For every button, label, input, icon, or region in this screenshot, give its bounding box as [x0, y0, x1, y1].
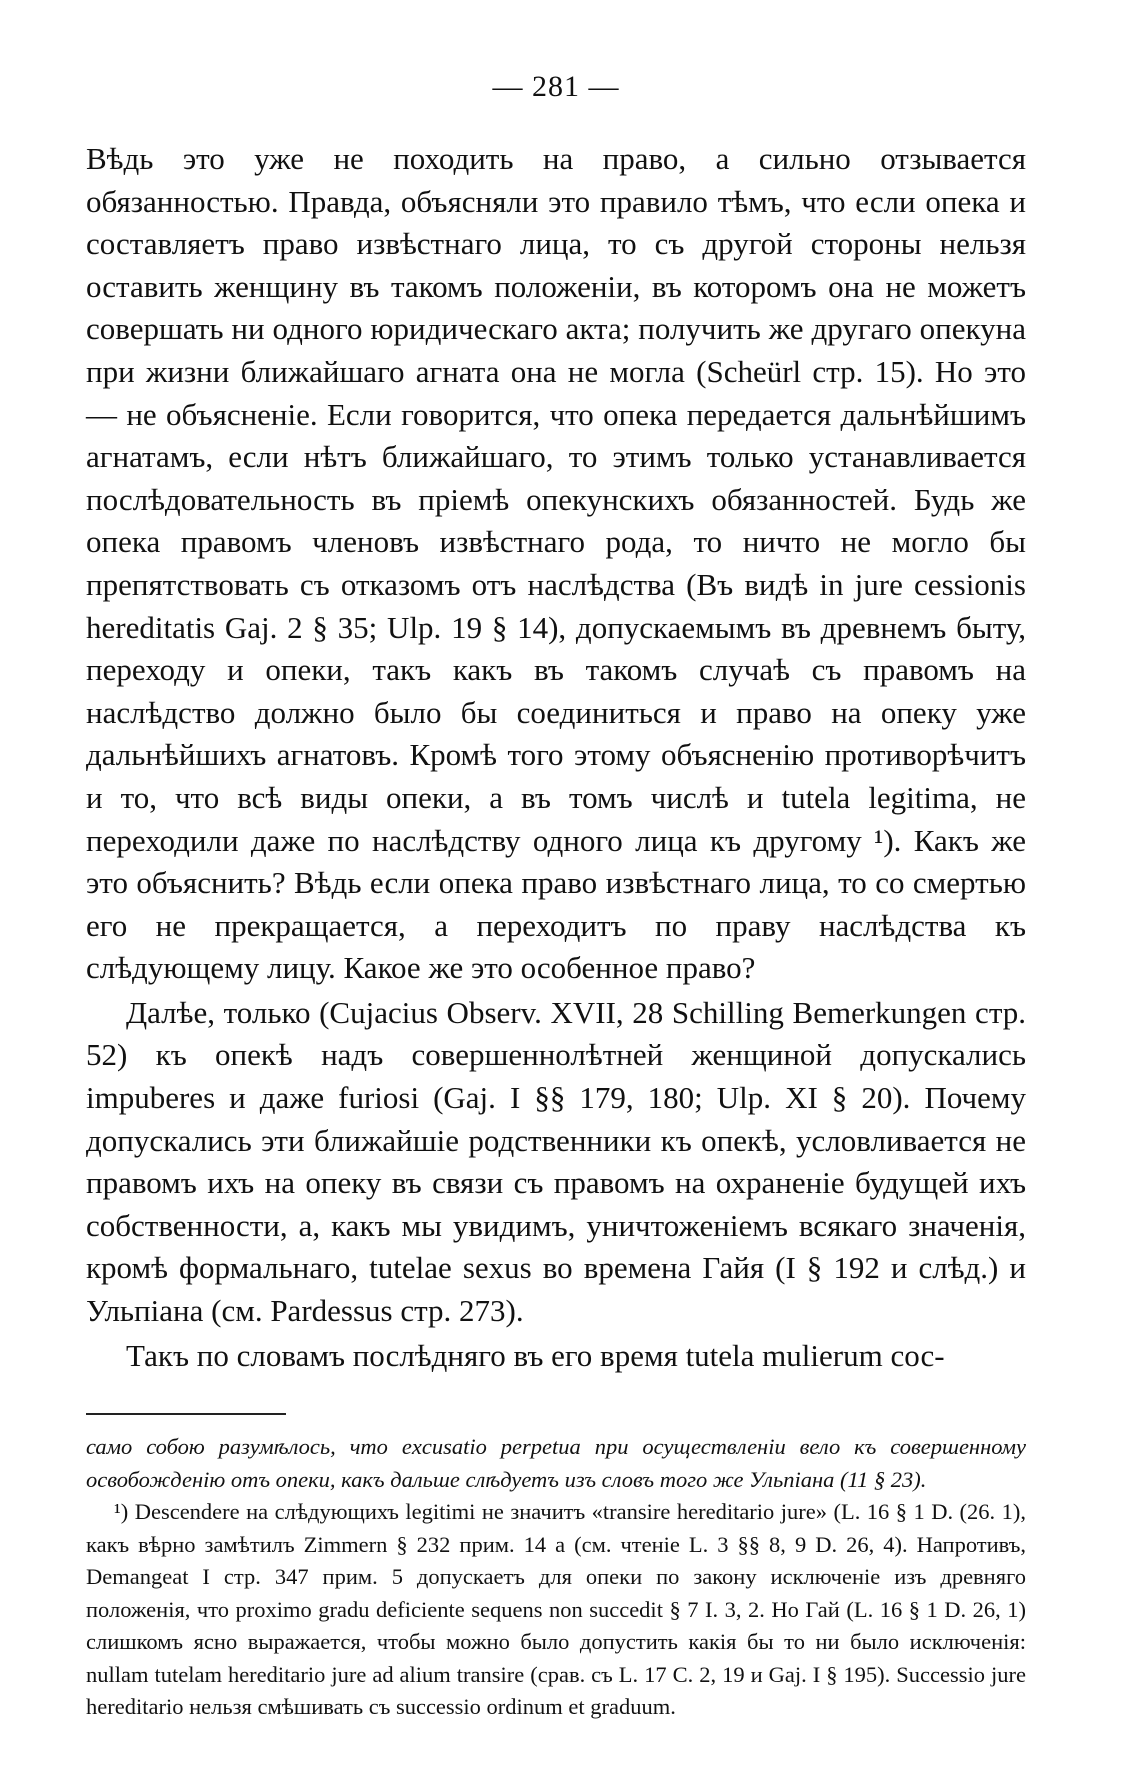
- footnote-separator: [86, 1413, 286, 1415]
- page-number: — 281 —: [492, 70, 620, 103]
- paragraph: Далѣе, только (Cujacius Observ. XVII, 28 Schilling Bemerkungen стр. 52) къ опекѣ надъ совершеннолѣтней женщиной допускались impuberes и даже furiosi (Gaj. I §§ 179, 180; Ulp. XI § 20). Почему допускались эти ближайшіе родственники къ опекѣ, условливается не правомъ ихъ на опеку въ связи съ правомъ на охраненіе будущей ихъ собственности, а, какъ мы увидимъ, уничтоженіемъ всякаго значенія, кромѣ формальнаго, tutelae sexus во времена Гайя (I § 192 и слѣд.) и Ульпіана (см. Pardessus стр. 273).: [86, 994, 1026, 1329]
- paragraph: Такъ по словамъ послѣдняго въ его время tutela mulierum сос-: [126, 1337, 945, 1373]
- footnote-continuation: само собою разумѣлось, что excusatio perpetua при осуществленіи вело къ совершенному освобожденію отъ опеки, какъ дальше слѣдуетъ изъ словъ того же Ульпіана (11 § 23).: [86, 1434, 1026, 1492]
- main-text: [86, 138, 1026, 1377]
- paragraph: Вѣдь это уже не походить на право, а сильно отзывается обязанностью. Правда, объясняли это правило тѣмъ, что если опека и составляетъ право извѣстнаго лица, то съ другой стороны нельзя оставить женщину въ такомъ положеніи, въ которомъ она не можетъ совершать ни одного юридическаго акта; получить же другаго опекуна при жизни ближайшаго агната она не могла (Scheürl стр. 15). Но это — не объясненіе. Если говорится, что опека передается дальнѣйшимъ агнатамъ, если нѣтъ ближайшаго, то этимъ только устанавливается послѣдовательность въ пріемѣ опекунскихъ обязанностей. Будь же опека правомъ членовъ извѣстнаго рода, то ничто не могло бы препятствовать съ отказомъ отъ наслѣдства (Въ видѣ in jure cessionis hereditatis Gaj. 2 § 35; Ulp. 19 § 14), допускаемымъ въ древнемъ быту, переходу и опеки, такъ какъ въ такомъ случаѣ съ правомъ на наслѣдство должно было бы соединиться и право на опеку уже дальнѣйшихъ агнатовъ. Кромѣ того этому объясненію противорѣчитъ и то, что всѣ виды опеки, а въ томъ числѣ и tutela legitima, не переходили даже по наслѣдству одного лица къ другому ¹). Какъ же это объяснить? Вѣдь если опека право извѣстнаго лица, то со смертью его не прекращается, а переходитъ по праву наслѣдства къ слѣдующему лицу. Какое же это особенное право?: [86, 141, 1026, 986]
- footnotes: [86, 1431, 1026, 1724]
- page-content: [86, 70, 1026, 1724]
- footnote-1: [86, 1496, 1026, 1724]
- footnote-1-marker: ¹): [114, 1499, 129, 1525]
- footnote-1-text: Descendere на слѣдующихъ legitimi не значитъ «transire hereditario jure» (L. 16 § 1 D. (26. 1), какъ вѣрно замѣтилъ Zimmern § 232 прим. 14 a (см. чтеніе L. 3 §§ 8, 9 D. 26, 4). Напротивъ, Demangeat I стр. 347 прим. 5 допускаетъ для опеки по закону исключеніе изъ древняго положенія, что proximo gradu deficiente sequens non succedit § 7 I. 3, 2. Но Гай (L. 16 § 1 D. 26, 1) слишкомъ ясно выражается, чтобы можно было допустить какія бы то ни было исключенія: nullam tutelam hereditario jure ad alium transire (срав. съ L. 17 C. 2, 19 и Gaj. I § 195). Successio jure hereditario нельзя смѣшивать съ successio ordinum et graduum.: [86, 1499, 1026, 1720]
